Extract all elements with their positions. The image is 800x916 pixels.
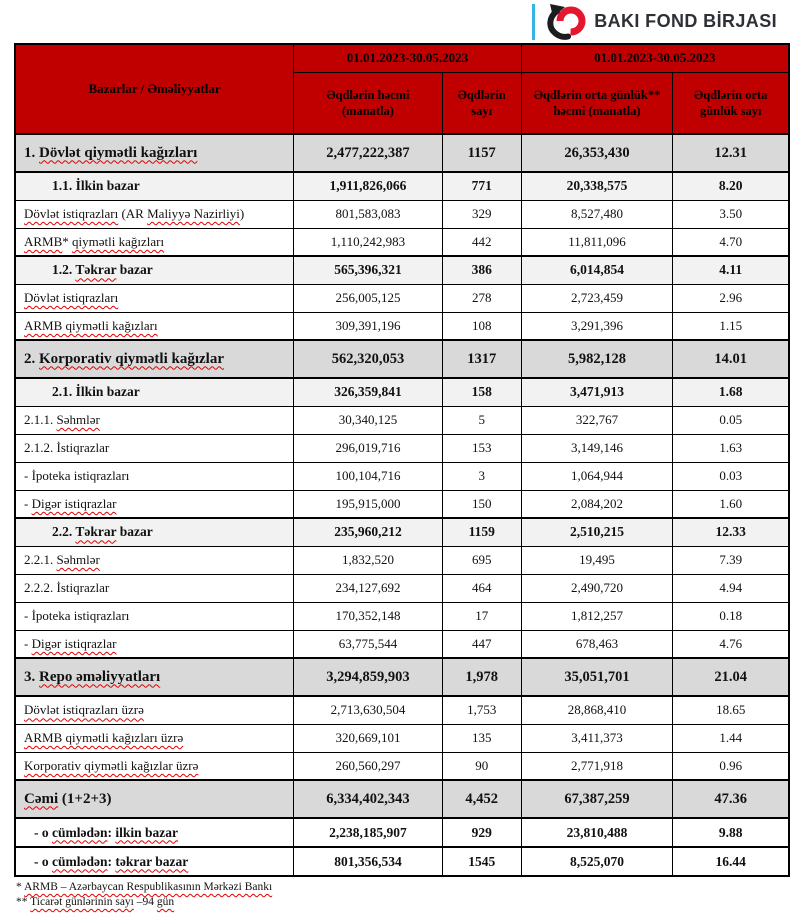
table-row bbox=[15, 658, 789, 696]
text: : bbox=[107, 824, 116, 840]
row-value: 12.33 bbox=[673, 518, 789, 546]
row-label bbox=[15, 200, 294, 228]
row-label bbox=[15, 752, 294, 780]
text: 2.2.2. İstiqrazlar bbox=[24, 580, 110, 595]
column-header: Əqdlərin orta günlük** həcmi (manatla) bbox=[521, 72, 673, 134]
row-value: 464 bbox=[442, 574, 521, 602]
row-label bbox=[15, 658, 294, 696]
misspelled-text: Ticarət günlərinin sayı bbox=[30, 895, 134, 908]
row-value: 0.96 bbox=[673, 752, 789, 780]
text: ** bbox=[16, 895, 31, 908]
table-row bbox=[15, 724, 789, 752]
table-row bbox=[15, 406, 789, 434]
row-value: 3,291,396 bbox=[521, 312, 673, 340]
row-value: 2,723,459 bbox=[521, 284, 673, 312]
row-value: 108 bbox=[442, 312, 521, 340]
row-label bbox=[15, 602, 294, 630]
row-value: 1.15 bbox=[673, 312, 789, 340]
footnotes bbox=[16, 880, 800, 910]
row-value: 2,490,720 bbox=[521, 574, 673, 602]
baki-fond-birjasi-logo-icon bbox=[544, 4, 588, 40]
misspelled-text: Səhmlər bbox=[56, 412, 100, 427]
row-label bbox=[15, 312, 294, 340]
text: * bbox=[16, 881, 24, 893]
row-value: 1,753 bbox=[442, 696, 521, 724]
misspelled-text: Təkrar bbox=[75, 524, 117, 540]
row-value: 801,583,083 bbox=[294, 200, 443, 228]
period-header-left: 01.01.2023-30.05.2023 bbox=[294, 44, 522, 72]
table-row bbox=[15, 200, 789, 228]
misspelled-text: Təkrar bbox=[75, 262, 117, 278]
misspelled-text: Maliyyə Nazirliyi bbox=[147, 206, 240, 221]
misspelled-text: Səhmlər bbox=[56, 552, 100, 567]
text: 1. bbox=[24, 144, 39, 161]
row-value: 18.65 bbox=[673, 696, 789, 724]
row-value: 2,771,918 bbox=[521, 752, 673, 780]
row-value: 67,387,259 bbox=[521, 780, 673, 818]
text: 1.1. İlkin bazar bbox=[52, 178, 140, 194]
misspelled-text: Dövlət istiqrazları bbox=[24, 206, 119, 221]
row-value: 2,477,222,387 bbox=[294, 134, 443, 172]
table-row bbox=[15, 284, 789, 312]
row-label bbox=[15, 378, 294, 406]
misspelled-text: cümlədən bbox=[52, 824, 108, 840]
table-row bbox=[15, 228, 789, 256]
text: : bbox=[107, 853, 116, 869]
table-row bbox=[15, 696, 789, 724]
row-value: 14.01 bbox=[673, 340, 789, 378]
row-value: 2,713,630,504 bbox=[294, 696, 443, 724]
row-value: 35,051,701 bbox=[521, 658, 673, 696]
row-value: 47.36 bbox=[673, 780, 789, 818]
text: - bbox=[24, 495, 32, 511]
row-value: 20,338,575 bbox=[521, 172, 673, 200]
footnote bbox=[16, 895, 800, 910]
row-value: 771 bbox=[442, 172, 521, 200]
misspelled-text: cümlədən bbox=[52, 853, 108, 869]
row-value: 2,084,202 bbox=[521, 490, 673, 518]
column-header: Əqdlərin sayı bbox=[442, 72, 521, 134]
row-value: 8.20 bbox=[673, 172, 789, 200]
row-value: 2,510,215 bbox=[521, 518, 673, 546]
text: 2. bbox=[24, 350, 39, 367]
row-label bbox=[15, 546, 294, 574]
table-row bbox=[15, 752, 789, 780]
row-value: 442 bbox=[442, 228, 521, 256]
misspelled-text: Dövlət istiqrazları üzrə bbox=[24, 702, 144, 718]
table-row bbox=[15, 256, 789, 284]
text: - o bbox=[34, 824, 52, 840]
row-value: 5,982,128 bbox=[521, 340, 673, 378]
row-value: 2,238,185,907 bbox=[294, 818, 443, 847]
text: * bbox=[62, 233, 73, 249]
market-operations-table bbox=[14, 43, 790, 877]
row-label bbox=[15, 406, 294, 434]
row-value: 1,832,520 bbox=[294, 546, 443, 574]
misspelled-text: Korporativ qiymətli kağızlar bbox=[39, 350, 224, 367]
row-value: 90 bbox=[442, 752, 521, 780]
row-value: 17 bbox=[442, 602, 521, 630]
row-value: 4,452 bbox=[442, 780, 521, 818]
row-value: 329 bbox=[442, 200, 521, 228]
logo-text: BAKI FOND BİRJASI bbox=[594, 11, 777, 31]
misspelled-text: Cəmi bbox=[24, 790, 59, 807]
row-value: 3,149,146 bbox=[521, 434, 673, 462]
text: 3. bbox=[24, 668, 39, 685]
row-value: 170,352,148 bbox=[294, 602, 443, 630]
footnote bbox=[16, 880, 800, 895]
row-value: 3 bbox=[442, 462, 521, 490]
row-value: 16.44 bbox=[673, 847, 789, 876]
row-value: 0.03 bbox=[673, 462, 789, 490]
row-value: 28,868,410 bbox=[521, 696, 673, 724]
row-value: 565,396,321 bbox=[294, 256, 443, 284]
row-label bbox=[15, 780, 294, 818]
row-label bbox=[15, 490, 294, 518]
text: 2.2. bbox=[52, 524, 76, 540]
row-label bbox=[15, 847, 294, 876]
row-value: 1159 bbox=[442, 518, 521, 546]
row-label bbox=[15, 134, 294, 172]
row-value: 19,495 bbox=[521, 546, 673, 574]
column-header: Əqdlərin həcmi (manatla) bbox=[294, 72, 443, 134]
period-header-right: 01.01.2023-30.05.2023 bbox=[521, 44, 789, 72]
misspelled-text: Repo əməliyyatları bbox=[39, 668, 161, 685]
row-value: 4.70 bbox=[673, 228, 789, 256]
row-value: 6,334,402,343 bbox=[294, 780, 443, 818]
row-value: 1.68 bbox=[673, 378, 789, 406]
row-value: 256,005,125 bbox=[294, 284, 443, 312]
row-value: 158 bbox=[442, 378, 521, 406]
row-value: 30,340,125 bbox=[294, 406, 443, 434]
row-value: 562,320,053 bbox=[294, 340, 443, 378]
row-value: 447 bbox=[442, 630, 521, 658]
misspelled-text: Digər istiqrazlar bbox=[31, 495, 117, 511]
row-value: 326,359,841 bbox=[294, 378, 443, 406]
logo-accent-bar bbox=[532, 4, 535, 40]
row-label bbox=[15, 724, 294, 752]
row-value: 23,810,488 bbox=[521, 818, 673, 847]
row-value: 4.11 bbox=[673, 256, 789, 284]
misspelled-text: Korporativ qiymətli kağızlar üzrə bbox=[24, 757, 199, 773]
text: - o bbox=[34, 853, 52, 869]
row-value: 26,353,430 bbox=[521, 134, 673, 172]
row-value: 9.88 bbox=[673, 818, 789, 847]
row-value: 21.04 bbox=[673, 658, 789, 696]
misspelled-text: Dövlət qiymətli kağızları bbox=[39, 144, 198, 161]
text: 2.1. İlkin bazar bbox=[52, 384, 140, 400]
text: bazar bbox=[116, 524, 153, 540]
text: 1.2. bbox=[52, 262, 76, 278]
row-value: 234,127,692 bbox=[294, 574, 443, 602]
row-value: 309,391,196 bbox=[294, 312, 443, 340]
row-value: 1,110,242,983 bbox=[294, 228, 443, 256]
misspelled-text: Digər istiqrazlar bbox=[31, 635, 117, 651]
row-value: 3,411,373 bbox=[521, 724, 673, 752]
row-label bbox=[15, 630, 294, 658]
table-row bbox=[15, 518, 789, 546]
row-label bbox=[15, 434, 294, 462]
row-value: 1,978 bbox=[442, 658, 521, 696]
text: 2.1.2. İstiqrazlar bbox=[24, 440, 110, 455]
text: (1+2+3) bbox=[58, 790, 112, 807]
row-label bbox=[15, 462, 294, 490]
row-value: 320,669,101 bbox=[294, 724, 443, 752]
misspelled-text: gün bbox=[156, 895, 175, 908]
row-value: 1.44 bbox=[673, 724, 789, 752]
text: (AR bbox=[118, 206, 148, 221]
row-value: 235,960,212 bbox=[294, 518, 443, 546]
row-label bbox=[15, 818, 294, 847]
row-value: 260,560,297 bbox=[294, 752, 443, 780]
row-value: 678,463 bbox=[521, 630, 673, 658]
row-value: 5 bbox=[442, 406, 521, 434]
row-label bbox=[15, 518, 294, 546]
misspelled-text: ilkin bazar bbox=[115, 824, 179, 840]
misspelled-text: ARMB bbox=[24, 233, 63, 249]
table-row bbox=[15, 312, 789, 340]
row-label bbox=[15, 256, 294, 284]
row-value: 3,471,913 bbox=[521, 378, 673, 406]
row-value: 1157 bbox=[442, 134, 521, 172]
table-row bbox=[15, 847, 789, 876]
row-value: 296,019,716 bbox=[294, 434, 443, 462]
row-label bbox=[15, 228, 294, 256]
table-row bbox=[15, 490, 789, 518]
row-value: 1.60 bbox=[673, 490, 789, 518]
row-value: 1,911,826,066 bbox=[294, 172, 443, 200]
row-value: 322,767 bbox=[521, 406, 673, 434]
misspelled-text: ARMB qiymətli kağızları bbox=[24, 317, 158, 333]
row-value: 1,064,944 bbox=[521, 462, 673, 490]
row-value: 801,356,534 bbox=[294, 847, 443, 876]
misspelled-text: ARMB – Azərbaycan Respublikasının Mərkəzi Bankı bbox=[24, 881, 273, 893]
row-value: 6,014,854 bbox=[521, 256, 673, 284]
row-value: 150 bbox=[442, 490, 521, 518]
row-label bbox=[15, 696, 294, 724]
table-row bbox=[15, 462, 789, 490]
table-row bbox=[15, 340, 789, 378]
text: –94 bbox=[133, 895, 157, 908]
row-value: 1.63 bbox=[673, 434, 789, 462]
table-row bbox=[15, 780, 789, 818]
misspelled-text: ARMB qiymətli kağızları üzrə bbox=[24, 730, 184, 745]
row-value: 0.18 bbox=[673, 602, 789, 630]
row-label bbox=[15, 574, 294, 602]
table-row bbox=[15, 434, 789, 462]
text: 2.2.1. bbox=[24, 552, 57, 567]
row-label bbox=[15, 340, 294, 378]
row-value: 195,915,000 bbox=[294, 490, 443, 518]
text: ) bbox=[239, 206, 245, 221]
row-value: 386 bbox=[442, 256, 521, 284]
table-row bbox=[15, 818, 789, 847]
table-row bbox=[15, 574, 789, 602]
column-header-markets-operations: Bazarlar / Əməliyyatlar bbox=[15, 44, 294, 134]
row-value: 12.31 bbox=[673, 134, 789, 172]
row-label bbox=[15, 284, 294, 312]
row-value: 0.05 bbox=[673, 406, 789, 434]
table-row bbox=[15, 602, 789, 630]
row-value: 3.50 bbox=[673, 200, 789, 228]
row-value: 100,104,716 bbox=[294, 462, 443, 490]
row-value: 8,527,480 bbox=[521, 200, 673, 228]
misspelled-text: təkrar bazar bbox=[115, 853, 189, 869]
row-value: 135 bbox=[442, 724, 521, 752]
table-row bbox=[15, 630, 789, 658]
row-value: 1317 bbox=[442, 340, 521, 378]
text: bazar bbox=[116, 262, 153, 278]
row-value: 4.76 bbox=[673, 630, 789, 658]
table-row bbox=[15, 134, 789, 172]
table-row bbox=[15, 172, 789, 200]
logo bbox=[0, 0, 800, 43]
row-value: 1,812,257 bbox=[521, 602, 673, 630]
row-value: 3,294,859,903 bbox=[294, 658, 443, 696]
row-value: 929 bbox=[442, 818, 521, 847]
row-value: 153 bbox=[442, 434, 521, 462]
row-value: 63,775,544 bbox=[294, 630, 443, 658]
text: - bbox=[24, 635, 32, 651]
misspelled-text: Dövlət istiqrazları bbox=[24, 290, 119, 305]
text: - İpoteka istiqrazları bbox=[24, 468, 130, 483]
table-row bbox=[15, 546, 789, 574]
row-value: 4.94 bbox=[673, 574, 789, 602]
row-value: 2.96 bbox=[673, 284, 789, 312]
text: 2.1.1. bbox=[24, 412, 57, 427]
table-row bbox=[15, 378, 789, 406]
text: - İpoteka istiqrazları bbox=[24, 608, 130, 623]
row-value: 7.39 bbox=[673, 546, 789, 574]
row-value: 1545 bbox=[442, 847, 521, 876]
misspelled-text: qiymətli kağızları bbox=[72, 233, 165, 249]
row-value: 11,811,096 bbox=[521, 228, 673, 256]
row-value: 8,525,070 bbox=[521, 847, 673, 876]
row-label bbox=[15, 172, 294, 200]
row-value: 695 bbox=[442, 546, 521, 574]
row-value: 278 bbox=[442, 284, 521, 312]
column-header: Əqdlərin orta günlük sayı bbox=[673, 72, 789, 134]
